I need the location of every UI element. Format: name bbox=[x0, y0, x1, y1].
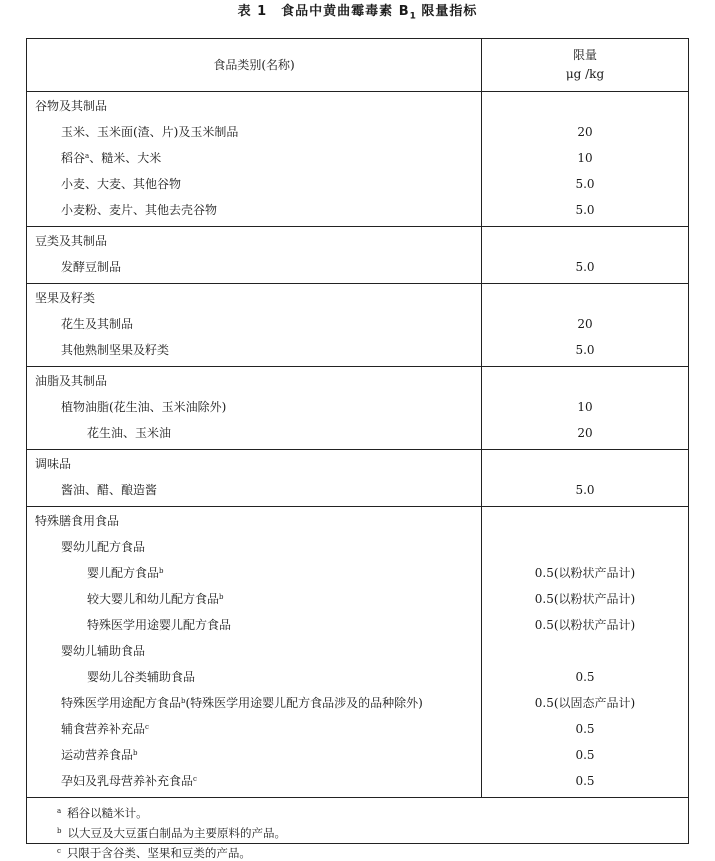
header-limit bbox=[482, 46, 688, 84]
limit-value: 20 bbox=[577, 317, 593, 331]
footnote-divider bbox=[27, 797, 688, 798]
category-group-name: 豆类及其制品 bbox=[35, 234, 108, 248]
limit-value: 5.0 bbox=[575, 483, 595, 497]
food-item-name bbox=[61, 747, 138, 763]
footnote-mark: b bbox=[57, 827, 62, 835]
food-item-label: 辅食营养补充品 bbox=[61, 722, 146, 736]
food-item-label: 花生油、玉米油 bbox=[87, 426, 172, 440]
group-divider bbox=[27, 449, 688, 450]
food-item-name bbox=[61, 695, 423, 711]
food-item-name bbox=[87, 617, 231, 633]
food-item-name bbox=[61, 150, 161, 166]
limit-value: 0.5 bbox=[575, 722, 595, 736]
group-divider bbox=[27, 506, 688, 507]
footnote-ref: c bbox=[193, 775, 197, 783]
group-divider bbox=[27, 283, 688, 284]
limit-value: 5.0 bbox=[575, 343, 595, 357]
group-divider bbox=[27, 226, 688, 227]
food-item-name bbox=[61, 482, 157, 498]
footnote bbox=[57, 805, 148, 821]
footnote bbox=[57, 845, 251, 861]
food-item-label: 小麦粉、麦片、其他去壳谷物 bbox=[61, 203, 218, 217]
footnote-text: 稻谷以糙米计。 bbox=[67, 806, 148, 820]
limit-value: 0.5(以固态产品计) bbox=[534, 696, 636, 710]
header-food-category: 食品类别(名称) bbox=[213, 58, 295, 72]
category-group-name: 坚果及籽类 bbox=[35, 291, 96, 305]
table-title-suffix: 限量指标 bbox=[415, 4, 478, 19]
food-item-label: 特殊医学用途配方食品 bbox=[61, 696, 182, 710]
food-item-label: 发酵豆制品 bbox=[61, 260, 122, 274]
food-item-label: 婴幼儿辅助食品 bbox=[61, 644, 146, 658]
food-item-name bbox=[61, 399, 226, 415]
limit-value: 20 bbox=[577, 426, 593, 440]
food-item-label: 婴幼儿谷类辅助食品 bbox=[87, 670, 196, 684]
limit-value: 0.5(以粉状产品计) bbox=[534, 566, 636, 580]
food-item-label: 婴儿配方食品 bbox=[87, 566, 160, 580]
food-item-label: 运动营养食品 bbox=[61, 748, 134, 762]
limit-value: 0.5(以粉状产品计) bbox=[534, 592, 636, 606]
group-divider bbox=[27, 366, 688, 367]
limit-value: 0.5 bbox=[575, 774, 595, 788]
food-item-name bbox=[61, 316, 133, 332]
category-group-name: 谷物及其制品 bbox=[35, 99, 108, 113]
food-item-label: 其他熟制坚果及籽类 bbox=[61, 343, 170, 357]
limit-value: 0.5(以粉状产品计) bbox=[534, 618, 636, 632]
table-title-prefix: 表 1 食品中黄曲霉毒素 B bbox=[237, 4, 410, 19]
footnote bbox=[57, 825, 286, 841]
footnote-text: 只限于含谷类、坚果和豆类的产品。 bbox=[66, 846, 251, 860]
header-divider bbox=[27, 91, 688, 92]
limit-value: 0.5 bbox=[575, 748, 595, 762]
footnote-ref: b bbox=[219, 593, 224, 601]
food-item-label: 花生及其制品 bbox=[61, 317, 134, 331]
food-item-label: 特殊医学用途婴儿配方食品 bbox=[87, 618, 232, 632]
limit-value: 0.5 bbox=[575, 670, 595, 684]
food-item-label: 酱油、醋、酿造酱 bbox=[61, 483, 158, 497]
food-item-name bbox=[61, 259, 121, 275]
category-group-name: 特殊膳食用食品 bbox=[35, 514, 120, 528]
food-item-name bbox=[61, 721, 149, 737]
food-item-name bbox=[87, 565, 164, 581]
food-item-name bbox=[61, 342, 169, 358]
limit-value: 5.0 bbox=[575, 260, 595, 274]
table-title bbox=[0, 3, 715, 26]
food-item-name bbox=[87, 669, 195, 685]
header-limit-label: 限量 bbox=[572, 48, 597, 62]
footnote-mark: c bbox=[57, 847, 61, 855]
footnote-ref: b bbox=[133, 749, 138, 757]
footnote-ref: b bbox=[159, 567, 164, 575]
header-limit-unit: μg /kg bbox=[565, 67, 605, 81]
food-item-label: 玉米、玉米面(渣、片)及玉米制品 bbox=[61, 125, 239, 139]
footnote-text: 以大豆及大豆蛋白制品为主要原料的产品。 bbox=[67, 826, 286, 840]
food-item-name bbox=[87, 591, 224, 607]
food-item-name bbox=[61, 539, 145, 555]
food-item-name bbox=[61, 773, 197, 789]
table-title-subscript: 1 bbox=[409, 11, 416, 22]
food-item-name bbox=[61, 643, 145, 659]
limit-value: 10 bbox=[577, 151, 593, 165]
limit-value: 5.0 bbox=[575, 177, 595, 191]
food-item-label: 植物油脂(花生油、玉米油除外) bbox=[61, 400, 227, 414]
food-item-label: 稻谷 bbox=[61, 151, 86, 165]
food-item-label: 孕妇及乳母营养补充食品 bbox=[61, 774, 194, 788]
food-item-name bbox=[61, 124, 238, 140]
food-item-note: (特殊医学用途婴儿配方食品涉及的品种除外) bbox=[185, 696, 423, 710]
footnote-mark: a bbox=[57, 807, 62, 815]
food-item-name bbox=[87, 425, 171, 441]
limits-table bbox=[26, 38, 689, 860]
food-item-label: 较大婴儿和幼儿配方食品 bbox=[87, 592, 220, 606]
category-group-name: 调味品 bbox=[35, 457, 72, 471]
food-item-label: 婴幼儿配方食品 bbox=[61, 540, 146, 554]
limit-value: 20 bbox=[577, 125, 593, 139]
footnote-ref: a bbox=[85, 152, 90, 160]
food-item-label: 小麦、大麦、其他谷物 bbox=[61, 177, 182, 191]
footnote-ref: c bbox=[145, 723, 149, 731]
food-item-name bbox=[61, 176, 181, 192]
limit-value: 10 bbox=[577, 400, 593, 414]
footnote-ref: b bbox=[181, 697, 186, 705]
category-group-name: 油脂及其制品 bbox=[35, 374, 108, 388]
food-item-note: 、糙米、大米 bbox=[89, 151, 162, 165]
limit-value: 5.0 bbox=[575, 203, 595, 217]
food-item-name bbox=[61, 202, 217, 218]
